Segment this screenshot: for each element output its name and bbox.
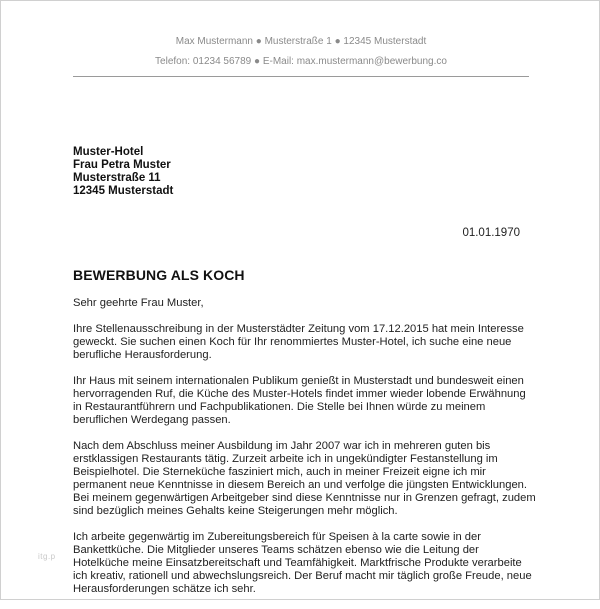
salutation: Sehr geehrte Frau Muster, (73, 297, 204, 309)
body-paragraph: Nach dem Abschluss meiner Ausbildung im Jahr 2007 war ich in mehreren guten bis erstklassigen Restaurants tätig. Zurzeit arbeite ich in ungekündigter Festanstellung im Beispielhotel. Die Sterneküche fasziniert mich, auch in meiner Freizeit eigne ich mir permanent neue Kenntnisse in diesem Bereich an und verfolge die jüngsten Entwicklungen. Bei meinem gegenwärtigen Arbeitgeber sind diese Kenntnisse nur in Grenzen gefragt, zudem sind bezüglich meines Gehalts keine Steigerungen mehr möglich. (73, 440, 536, 517)
body-paragraph: Ihr Haus mit seinem internationalen Publikum genießt in Musterstadt und bundesweit einen hervorragenden Ruf, die Küche des Muster-Hotels findet immer wieder lobende Erwähnung in Restaurantführern und Fachpublikationen. Die Stelle bei Ihnen würde zu meinem beruflichen Werdegang passen. (73, 375, 526, 426)
recipient-name: Frau Petra Muster (73, 159, 171, 171)
recipient-address (73, 146, 173, 198)
header-divider (73, 76, 529, 77)
recipient-company: Muster-Hotel (73, 146, 144, 158)
watermark: itg.p (38, 552, 56, 561)
sender-contact-line: Telefon: 01234 56789 ● E-Mail: max.mustermann@bewerbung.co (155, 56, 447, 67)
sender-address-line: Max Mustermann ● Musterstraße 1 ● 12345 Musterstadt (175, 36, 427, 47)
letter-date: 01.01.1970 (462, 227, 520, 239)
letter-body (73, 297, 537, 609)
body-paragraph: Ich arbeite gegenwärtig im Zubereitungsbereich für Speisen à la carte sowie in der Bankettküche. Die Mitglieder unseres Teams schätzen ebenso wie die Leitung der Hotelküche meine Einsatzbereitschaft und Teamfähigkeit. Marktfrische Produkte verarbeite ich kreativ, rationell und abwechslungsreich. Der Beruf macht mir täglich große Freude, neue Herausforderungen schätze ich sehr. (73, 531, 532, 595)
recipient-city: 12345 Musterstadt (73, 185, 174, 197)
recipient-street: Musterstraße 11 (73, 172, 161, 184)
body-paragraph: Ihre Stellenausschreibung in der Musterstädter Zeitung vom 17.12.2015 hat mein Interesse geweckt. Sie suchen einen Koch für Ihr renommiertes Muster-Hotel, ich suche eine neue berufliche Herausforderung. (73, 323, 524, 361)
letter-subject: BEWERBUNG ALS KOCH (73, 267, 245, 283)
